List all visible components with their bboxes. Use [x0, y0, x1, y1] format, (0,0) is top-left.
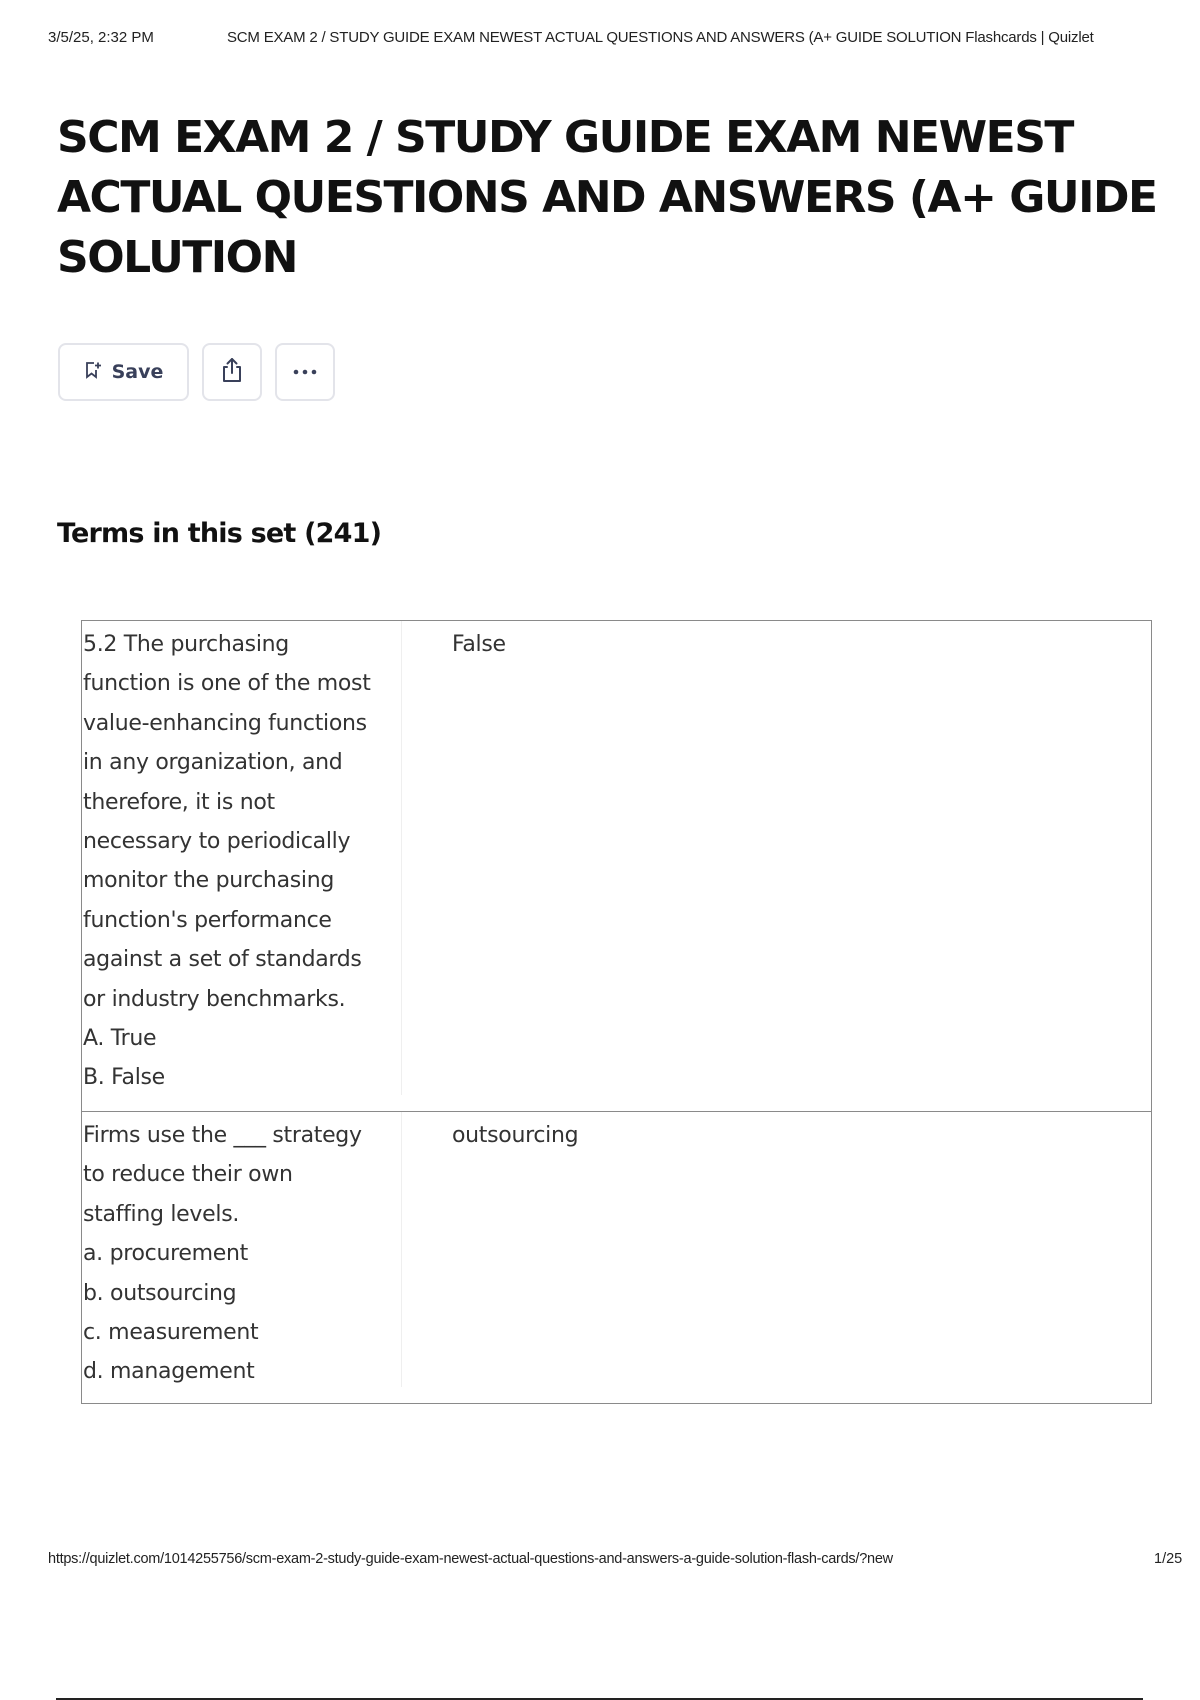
print-header — [0, 29, 1200, 49]
share-button[interactable] — [202, 343, 262, 401]
print-page-number: 1/25 — [1154, 1551, 1183, 1567]
page-title-line: ACTUAL QUESTIONS AND ANSWERS (A+ GUIDE — [57, 172, 1157, 223]
term-row[interactable] — [82, 1111, 1151, 1403]
term-line: d. management — [83, 1359, 255, 1385]
term-line: to reduce their own — [83, 1162, 293, 1188]
definition-text: outsourcing — [452, 1123, 579, 1148]
term-line: c. measurement — [83, 1320, 259, 1346]
term-line: staffing levels. — [83, 1201, 240, 1227]
term-line: or industry benchmarks. — [83, 986, 346, 1012]
term-row[interactable] — [82, 621, 1151, 1111]
print-date: 3/5/25, 2:32 PM — [48, 29, 154, 46]
term-line: function's performance — [83, 907, 332, 933]
term-line: b. outsourcing — [83, 1280, 237, 1306]
term-line: 5.2 The purchasing — [83, 632, 289, 657]
term-line: monitor the purchasing — [83, 868, 335, 894]
terms-section-title: Terms in this set (241) — [57, 518, 382, 549]
definition-text: False — [452, 632, 506, 657]
term-line: a. procurement — [83, 1241, 248, 1267]
share-icon — [218, 356, 246, 389]
print-doc-title: SCM EXAM 2 / STUDY GUIDE EXAM NEWEST ACTUAL QUESTIONS AND ANSWERS (A+ GUIDE SOLUTION Flashcards | Quizlet — [227, 29, 1094, 46]
save-button[interactable] — [58, 343, 189, 401]
page-title-line: SCM EXAM 2 / STUDY GUIDE EXAM NEWEST — [57, 112, 1073, 163]
save-label: Save — [111, 361, 164, 383]
term-line: A. True — [83, 1026, 157, 1052]
save-icon — [84, 361, 102, 384]
term-line: value-enhancing functions — [83, 710, 367, 736]
term-line: function is one of the most — [83, 671, 371, 697]
action-bar — [58, 343, 335, 401]
term-text — [82, 1112, 402, 1387]
page-title — [57, 108, 1157, 288]
page-title-line: SOLUTION — [57, 232, 297, 283]
more-icon — [292, 363, 318, 381]
term-line: therefore, it is not — [83, 789, 275, 815]
term-line: B. False — [83, 1065, 165, 1091]
term-text — [82, 621, 402, 1095]
more-options-button[interactable] — [275, 343, 335, 401]
term-line: in any organization, and — [83, 750, 343, 776]
print-url: https://quizlet.com/1014255756/scm-exam-2-study-guide-exam-newest-actual-questions-and-answers-a-guide-solution-flash-cards/?new — [48, 1551, 893, 1567]
terms-table — [81, 620, 1152, 1404]
term-line: necessary to periodically — [83, 829, 351, 855]
print-footer — [0, 1551, 1200, 1571]
term-line: Firms use the ___ strategy — [83, 1123, 362, 1148]
term-line: against a set of standards — [83, 947, 362, 973]
